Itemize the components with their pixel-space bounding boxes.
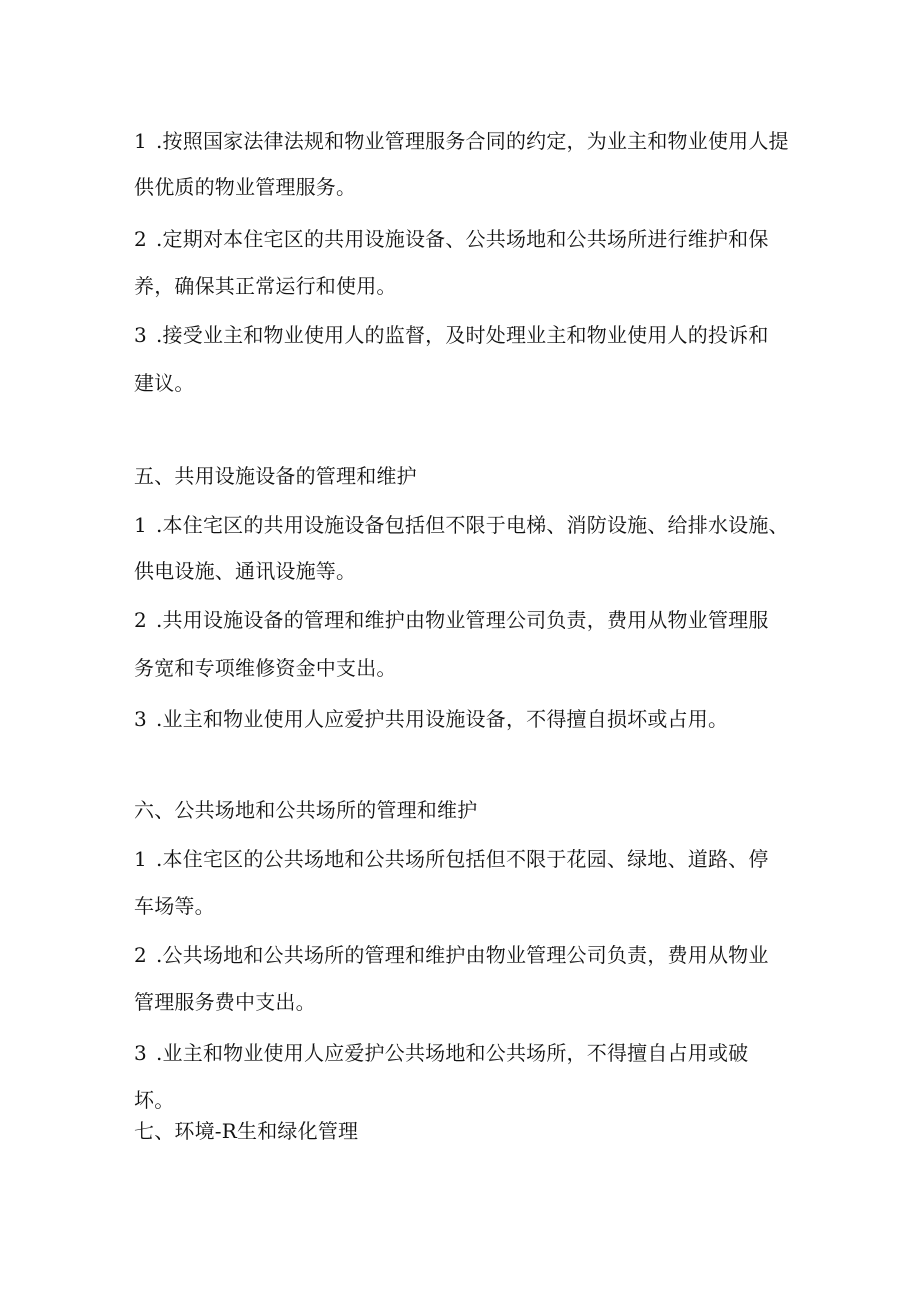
item-text: .公共场地和公共场所的管理和维护由物业管理公司负责，费用从物业	[156, 943, 769, 967]
item-text: .业主和物业使用人应爱护公共场地和公共场所，不得擅自占用或破	[156, 1041, 749, 1065]
list-item	[134, 655, 397, 681]
item-number: 3	[134, 323, 147, 347]
heading-text: 七、环境-R生和绿化管理	[134, 1119, 359, 1143]
list-item	[134, 607, 769, 633]
item-text: .接受业主和物业使用人的监督，及时处理业主和物业使用人的投诉和	[156, 323, 769, 347]
item-text: .定期对本住宅区的共用设施设备、公共场地和公共场所进行维护和保	[156, 227, 769, 251]
list-item	[134, 322, 769, 348]
heading-text: 六、公共场地和公共场所的管理和维护	[134, 798, 478, 822]
list-item	[134, 942, 769, 968]
list-item	[134, 1040, 748, 1066]
list-item	[134, 128, 789, 154]
item-text: .本住宅区的共用设施设备包括但不限于电梯、消防设施、给排水设施、	[156, 513, 789, 537]
item-text: 供电设施、通讯设施等。	[134, 559, 357, 583]
list-item	[134, 174, 356, 200]
list-item	[134, 558, 356, 584]
section-heading	[134, 797, 477, 823]
list-item	[134, 846, 769, 872]
item-number: 2	[134, 943, 147, 967]
item-number: 1	[134, 129, 147, 153]
item-text: 坏。	[134, 1088, 175, 1112]
item-text: 车场等。	[134, 894, 215, 918]
list-item	[134, 512, 789, 538]
item-number: 1	[134, 847, 147, 871]
list-item	[134, 273, 397, 299]
item-text: .共用设施设备的管理和维护由物业管理公司负责，费用从物业管理服	[156, 608, 769, 632]
item-text: 管理服务费中支出。	[134, 990, 316, 1014]
list-item	[134, 226, 769, 252]
item-number: 1	[134, 513, 147, 537]
section-heading	[134, 1118, 358, 1144]
list-item	[134, 989, 316, 1015]
heading-text: 五、共用设施设备的管理和维护	[134, 464, 417, 488]
item-text: 务宽和专项维修资金中支出。	[134, 656, 397, 680]
item-text: .业主和物业使用人应爱护共用设施设备，不得擅自损坏或占用。	[156, 707, 729, 731]
list-item	[134, 370, 195, 396]
item-number: 3	[134, 1041, 147, 1065]
item-text: 供优质的物业管理服务。	[134, 175, 357, 199]
item-text: 建议。	[134, 371, 195, 395]
item-text: .按照国家法律法规和物业管理服务合同的约定，为业主和物业使用人提	[156, 129, 789, 153]
item-number: 2	[134, 608, 147, 632]
item-text: 养，确保其正常运行和使用。	[134, 274, 397, 298]
list-item	[134, 706, 728, 732]
section-heading	[134, 463, 417, 489]
item-number: 3	[134, 707, 147, 731]
item-text: .本住宅区的公共场地和公共场所包括但不限于花园、绿地、道路、停	[156, 847, 769, 871]
list-item	[134, 1087, 174, 1113]
item-number: 2	[134, 227, 147, 251]
list-item	[134, 893, 215, 919]
